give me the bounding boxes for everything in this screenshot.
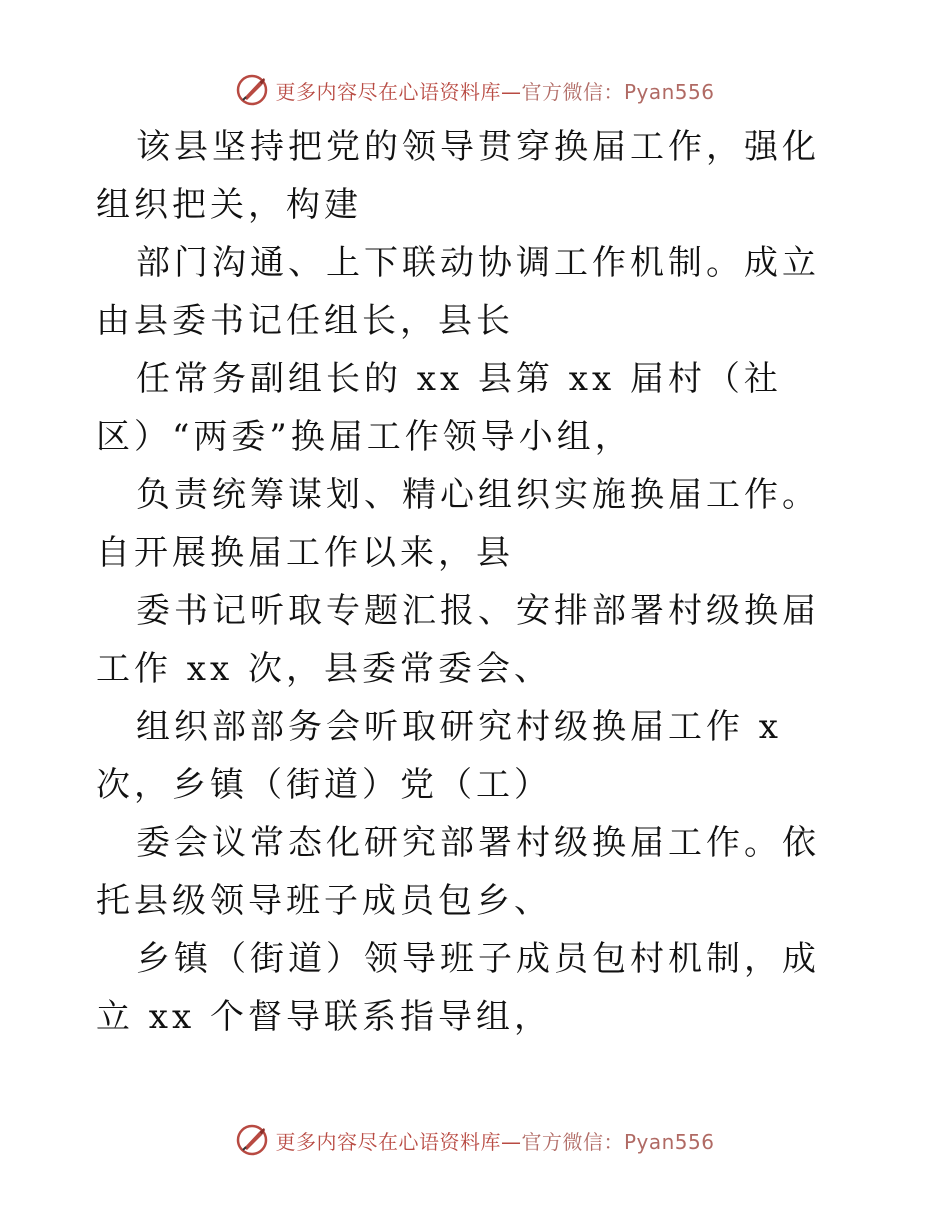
- quill-pen-logo-icon: [235, 73, 269, 107]
- paragraph-2: 部门沟通、上下联动协调工作机制。成立由县委书记任组长，县长: [96, 243, 820, 341]
- paragraph-7: 委会议常态化研究部署村级换届工作。依托县级领导班子成员包乡、: [96, 823, 820, 921]
- quill-pen-logo-icon: [235, 1123, 269, 1157]
- footer-banner-text: [275, 1126, 714, 1155]
- header-banner-wechat: 官方微信：Pyan556: [521, 79, 715, 104]
- footer-banner-main: 更多内容尽在心语资料库: [275, 1129, 501, 1154]
- document-body: [96, 118, 856, 1046]
- paragraph-6: 组织部部务会听取研究村级换届工作 x次，乡镇（街道）党（工）: [96, 707, 782, 805]
- header-banner: [0, 72, 950, 108]
- paragraph-4: 负责统筹谋划、精心组织实施换届工作。自开展换届工作以来，县: [96, 475, 820, 573]
- header-banner-text: [275, 76, 714, 105]
- paragraph-8: 乡镇（街道）领导班子成员包村机制，成立 xx 个督导联系指导组，: [96, 939, 820, 1037]
- paragraph-1: 该县坚持把党的领导贯穿换届工作，强化组织把关，构建: [96, 127, 820, 225]
- footer-banner: [0, 1122, 950, 1158]
- footer-banner-dash: —: [500, 1129, 522, 1154]
- header-banner-main: 更多内容尽在心语资料库: [275, 79, 501, 104]
- paragraph-3: 任常务副组长的 xx 县第 xx 届村（社区）“两委”换届工作领导小组，: [96, 359, 782, 457]
- header-banner-dash: —: [500, 79, 522, 104]
- footer-banner-wechat: 官方微信：Pyan556: [521, 1129, 715, 1154]
- paragraph-5: 委书记听取专题汇报、安排部署村级换届工作 xx 次，县委常委会、: [96, 591, 820, 689]
